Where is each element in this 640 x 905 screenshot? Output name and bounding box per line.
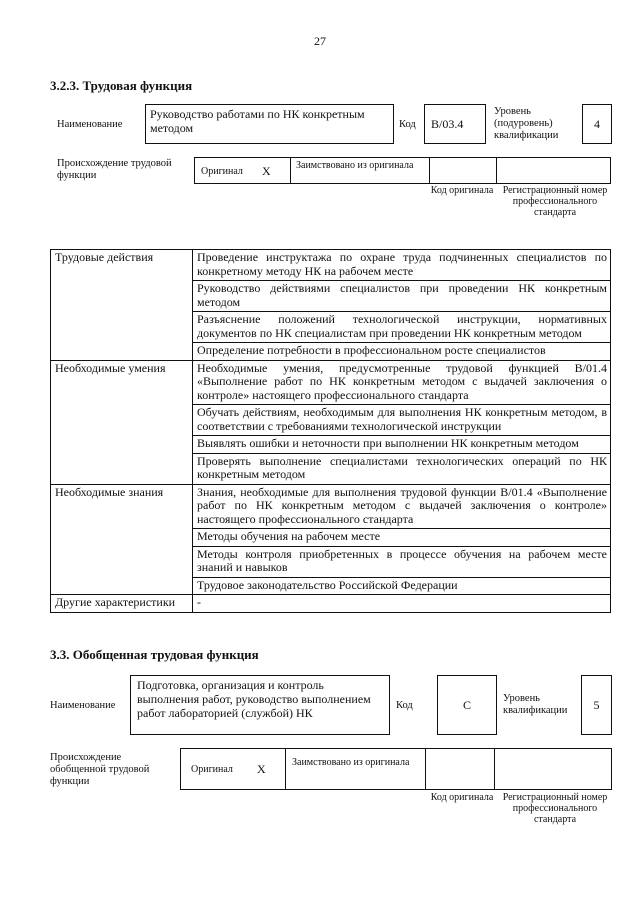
section-title: 3.2.3. Трудовая функция: [50, 78, 193, 93]
code-label: Код: [399, 119, 416, 130]
page-number: 27: [314, 34, 326, 48]
divider: [425, 749, 426, 789]
origin-label: Происхождение обобщенной трудовой функции: [50, 752, 150, 787]
divider: [290, 158, 291, 183]
reg-number-caption: Регистрационный номер профессионального стандарта: [502, 792, 608, 825]
level-value: 5: [593, 698, 600, 712]
table-row: [51, 484, 611, 529]
labor-function-table: [50, 249, 611, 613]
level-value-box: [582, 104, 612, 144]
table-cell: Разъяснение положений технологической инструкции, нормативных документов по НК специалистам при проведении НК конкретным методом: [193, 312, 611, 343]
table-cell: Обучать действиям, необходимым для выполнения НК конкретным методом, в соответствии с требованиями технологической инструкции: [193, 405, 611, 436]
original-mark: X: [257, 762, 266, 776]
divider: [496, 158, 497, 183]
row-head: Необходимые умения: [51, 360, 193, 484]
divider: [285, 749, 286, 789]
divider: [494, 749, 495, 789]
reg-number-caption: Регистрационный номер профессионального стандарта: [502, 185, 608, 218]
table-cell: Проведение инструктажа по охране труда подчиненных специалистов по конкретному методу НК на рабочем месте: [193, 250, 611, 281]
table-cell: Методы обучения на рабочем месте: [193, 529, 611, 547]
level-value: 4: [594, 117, 600, 131]
borrowed-label: Заимствовано из оригинала: [296, 160, 414, 171]
section-title: 3.3. Обобщенная трудовая функция: [50, 647, 259, 662]
table-cell: Руководство действиями специалистов при проведении НК конкретным методом: [193, 281, 611, 312]
code-original-caption: Код оригинала: [430, 185, 494, 196]
code-value-box: [437, 675, 497, 735]
code-label: Код: [396, 700, 413, 711]
code-value-box: [424, 104, 486, 144]
origin-row: [180, 748, 612, 790]
name-label: Наименование: [50, 700, 116, 711]
table-cell: -: [193, 595, 611, 613]
origin-label: Происхождение трудовой функции: [57, 158, 172, 181]
name-value: Руководство работами по НК конкретным методом: [150, 107, 365, 135]
name-value: Подготовка, организация и контроль выполнения работ, руководство выполнением работ лабораторией (службой) НК: [137, 678, 371, 720]
level-value-box: [581, 675, 612, 735]
row-head: Другие характеристики: [51, 595, 193, 613]
original-label: Оригинал: [201, 166, 243, 177]
table-row: [51, 360, 611, 405]
table-cell: Методы контроля приобретенных в процессе обучения на рабочем месте знаний и навыков: [193, 546, 611, 577]
table-cell: Необходимые умения, предусмотренные трудовой функцией B/01.4 «Выполнение работ по НК конкретным методом с выдачей заключения о контроле» настоящего профессионального стандарта: [193, 360, 611, 405]
row-head: Необходимые знания: [51, 484, 193, 595]
level-label: Уровень (подуровень) квалификации: [494, 106, 559, 141]
name-value-box: [130, 675, 390, 735]
original-label: Оригинал: [191, 764, 233, 775]
table-row: [51, 250, 611, 281]
table-cell: Знания, необходимые для выполнения трудовой функции B/01.4 «Выполнение работ по НК конкретным методом с выдачей заключения о контроле» настоящего профессионального стандарта: [193, 484, 611, 529]
divider: [429, 158, 430, 183]
table-cell: Проверять выполнение специалистами технологических операций по НК конкретным методом: [193, 453, 611, 484]
table-cell: Определение потребности в профессиональном росте специалистов: [193, 343, 611, 361]
borrowed-label: Заимствовано из оригинала: [292, 757, 410, 768]
table-cell: Трудовое законодательство Российской Федерации: [193, 577, 611, 595]
code-value: B/03.4: [431, 117, 464, 131]
table-cell: Выявлять ошибки и неточности при выполнении НК конкретным методом: [193, 436, 611, 454]
level-label: Уровень квалификации: [503, 693, 568, 716]
name-label: Наименование: [57, 119, 123, 130]
row-head: Трудовые действия: [51, 250, 193, 361]
original-mark: X: [262, 164, 271, 178]
table-row: [51, 595, 611, 613]
code-original-caption: Код оригинала: [430, 792, 494, 803]
origin-row: [194, 157, 611, 184]
code-value: C: [462, 698, 471, 712]
name-value-box: [145, 104, 394, 144]
